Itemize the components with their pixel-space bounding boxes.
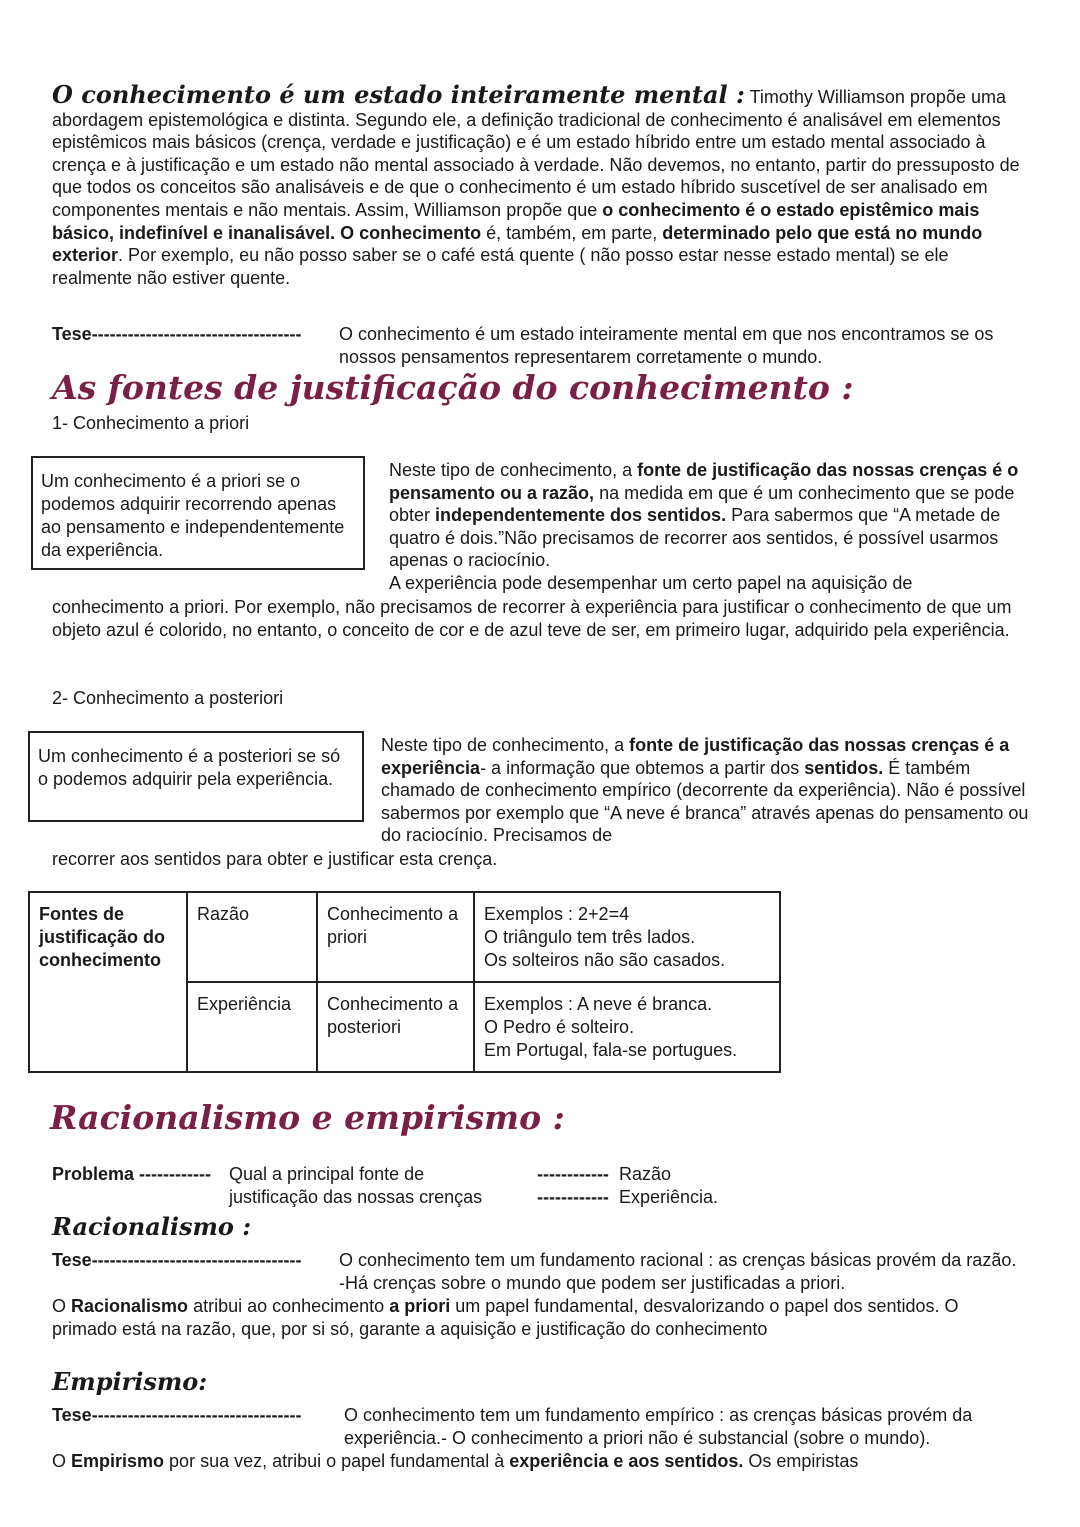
s2-paragraph: [381, 734, 1031, 847]
problema-options: [537, 1163, 718, 1208]
table-example-line: Exemplos : 2+2=4: [484, 904, 630, 924]
s2-paragraph-cont: recorrer aos sentidos para obter e justificar esta crença.: [52, 849, 498, 869]
aposteriori-definition-box: [28, 731, 364, 822]
table-example-line: Exemplos : A neve é branca.: [484, 994, 713, 1014]
rac-tese-text: O conhecimento tem um fundamento racional : as crenças básicas provém da razão. -Há crenças sobre o mundo que podem ser justificadas a priori.: [339, 1250, 1017, 1293]
s1-text-c: na medida em que é um conhecimento que se pode obter: [389, 482, 1015, 526]
problema-q2: justificação das nossas crenças: [229, 1186, 483, 1207]
intro-paragraph: [52, 80, 1024, 289]
fontes-heading: As fontes de justificação do conhecimento :: [52, 368, 854, 407]
intro-tese-label: Tese-----------------------------------: [52, 324, 302, 344]
option-dash: ------------: [537, 1186, 609, 1207]
s2-bold-d: sentidos.: [804, 757, 884, 778]
s2-text-c: - a informação que obtemos a partir dos: [480, 757, 805, 778]
table-examples-cell: [474, 982, 780, 1072]
intro-bold-3: determinado pelo que está no mundo exterior: [52, 222, 983, 266]
problema-question: [229, 1163, 482, 1208]
s1-title: 1- Conhecimento a priori: [52, 413, 250, 433]
option-dash: ------------: [537, 1164, 609, 1184]
option-experiencia: Experiência.: [618, 1186, 719, 1207]
table-type-cell: Conhecimento a posteriori: [317, 982, 474, 1072]
table-example-line: Os solteiros não são casados.: [484, 950, 726, 970]
s1-text-e: Para sabermos que “A metade de quatro é dois.”Não precisamos de recorrer aos sentidos, é possível usarmos apenas o raciocínio.: [389, 505, 1001, 571]
apriori-definition-text: Um conhecimento é a priori se o podemos adquirir recorrendo apenas ao pensamento e independentemente da experiência.: [41, 471, 345, 560]
s1-text-a: Neste tipo de conhecimento, a: [389, 460, 638, 480]
s2-text-e: É também chamado de conhecimento empírico (decorrente da experiência). Não é possível sabermos por exemplo que “A neve é branca” através apenas do pensamento ou do raciocínio. Precisamos de: [381, 757, 1029, 846]
intro-text-1: Timothy Williamson propõe uma abordagem epistemológica e distinta. Segundo ele, a definição tradicional de conhecimento é analisável em elementos epistêmicos mais básicos (crença, verdade e justificação) e é um estado híbrido entre um estado mental associado à crença e à justificação e um estado não mental associado à verdade. Não devemos, no entanto, partir do pressuposto de que todos os conceitos são analisáveis e de que o conhecimento é um estado híbrido suscetível de ser analisado em componentes mentais e não mentais. Assim, Williamson propõe que: [52, 87, 1020, 220]
s2-text-a: Neste tipo de conhecimento, a: [381, 735, 630, 755]
table-example-line: O triângulo tem três lados.: [484, 927, 696, 947]
option-razao: Razão: [618, 1164, 671, 1184]
rac-tese-label: Tese-----------------------------------: [52, 1250, 302, 1270]
rac-bold-apriori: a priori: [389, 1296, 451, 1316]
table-example-line: Em Portugal, fala-se portugues.: [484, 1040, 738, 1060]
table-header-cell: Fontes de justificação do conhecimento: [29, 892, 187, 1072]
intro-tese-text: O conhecimento é um estado inteiramente mental em que nos encontramos se os nossos pensamentos representarem corretamente o mundo.: [339, 324, 994, 367]
table-type-cell: Conhecimento a priori: [317, 892, 474, 982]
emp-paragraph: O Empirismo por sua vez, atribui o papel fundamental à experiência e aos sentidos. Os empiristas: [52, 1451, 859, 1471]
rac-emp-heading: Racionalismo e empirismo :: [50, 1098, 565, 1137]
sources-table: [28, 891, 781, 1073]
s1-bold-b: fonte de justificação das nossas crenças é o pensamento ou a razão,: [389, 460, 1019, 503]
rac-paragraph: O Racionalismo atribui ao conhecimento a priori um papel fundamental, desvalorizando o papel dos sentidos. O primado está na razão, que, por si só, garante a aquisição e justificação do conhecimento: [52, 1296, 959, 1339]
problema-label: Problema ------------: [52, 1164, 211, 1184]
intro-text-3: . Por exemplo, eu não posso saber se o café está quente ( não posso estar nesse estado mental) se ele realmente não estiver quente.: [52, 245, 949, 288]
aposteriori-definition-text: Um conhecimento é a posteriori se só o podemos adquirir pela experiência.: [38, 746, 341, 789]
table-source-cell: Razão: [187, 892, 317, 982]
intro-text-2: é, também, em parte,: [481, 222, 663, 243]
intro-bold-1: o conhecimento é o estado epistêmico mais básico, indefinível e inanalisável.: [52, 199, 980, 243]
emp-bold-empirismo: Empirismo: [71, 1451, 165, 1471]
s1-text-f: A experiência pode desempenhar um certo papel na aquisição de: [389, 572, 913, 593]
rac-bold-racionalismo: Racionalismo: [71, 1296, 189, 1316]
intro-bold-2: O conhecimento: [340, 222, 482, 243]
problema-q1: Qual a principal fonte de: [229, 1164, 425, 1184]
table-source-cell: Experiência: [187, 982, 317, 1072]
empirismo-heading: Empirismo:: [52, 1367, 208, 1396]
emp-tese-text: O conhecimento tem um fundamento empírico : as crenças básicas provém da experiência.- O conhecimento a priori não é substancial (sobre o mundo).: [344, 1405, 973, 1448]
emp-bold-experiencia: experiência e aos sentidos.: [509, 1451, 744, 1471]
emp-tese-label: Tese-----------------------------------: [52, 1405, 302, 1425]
s1-paragraph: [389, 459, 1029, 595]
apriori-definition-box: [31, 456, 365, 570]
table-row: [29, 892, 780, 982]
s1-bold-d: independentemente dos sentidos.: [435, 505, 727, 526]
racionalismo-heading: Racionalismo :: [52, 1212, 252, 1241]
s1-paragraph-cont: conhecimento a priori. Por exemplo, não precisamos de recorrer à experiência para justificar o conhecimento de que um objeto azul é colorido, no entanto, o conceito de cor e de azul teve de ser, em primeiro lugar, adquirido pela experiência.: [52, 597, 1012, 640]
s2-bold-b: fonte de justificação das nossas crenças é a experiência: [381, 735, 1010, 778]
s2-title: 2- Conhecimento a posteriori: [52, 688, 284, 708]
table-example-line: O Pedro é solteiro.: [484, 1017, 635, 1037]
table-examples-cell: [474, 892, 780, 982]
intro-heading: O conhecimento é um estado inteiramente mental :: [52, 80, 745, 109]
